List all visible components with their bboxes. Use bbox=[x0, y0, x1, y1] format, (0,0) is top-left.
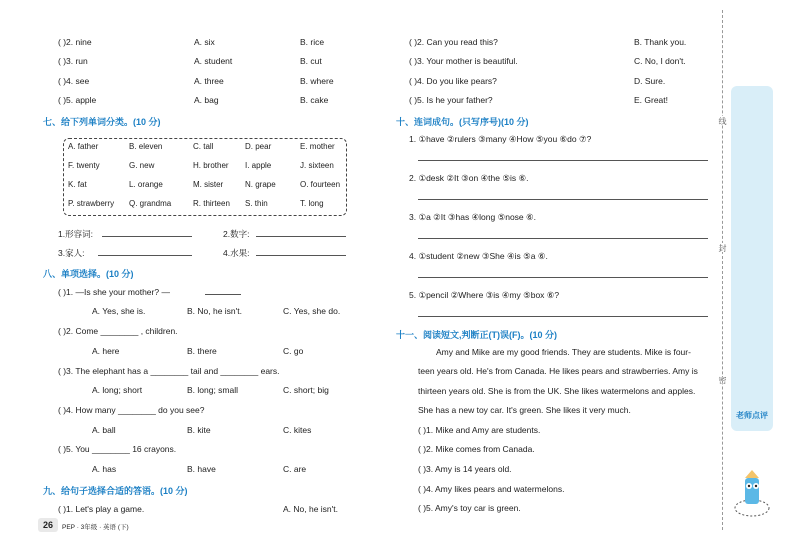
teacher-comment-panel[interactable] bbox=[731, 86, 773, 431]
answer-line[interactable] bbox=[102, 236, 192, 237]
cut-mark-secret: 密 bbox=[718, 376, 727, 385]
reply-option: A. No, he isn't. bbox=[283, 504, 339, 514]
category-number-label: 2.数字: bbox=[223, 229, 250, 239]
sentence-words: 3. ①a ②It ③has ④long ⑤nose ⑥. bbox=[409, 212, 536, 222]
answer-line[interactable] bbox=[256, 255, 346, 256]
cut-mark-seal: 封 bbox=[718, 244, 727, 253]
word-cell: L. orange bbox=[129, 180, 163, 189]
mc-option: C. go bbox=[283, 346, 304, 356]
match-option: A. six bbox=[194, 37, 215, 47]
sentence-words: 1. ①have ②rulers ③many ④How ⑤you ⑥do ⑦? bbox=[409, 134, 592, 144]
match-option: B. where bbox=[300, 76, 334, 86]
tf-question: ( )3. Amy is 14 years old. bbox=[418, 464, 512, 474]
answer-line[interactable] bbox=[418, 316, 708, 317]
reply-question: ( )2. Can you read this? bbox=[409, 37, 498, 47]
mc-option: B. there bbox=[187, 346, 217, 356]
reply-option: D. Sure. bbox=[634, 76, 666, 86]
mc-option: C. kites bbox=[283, 425, 312, 435]
tf-question: ( )5. Amy's toy car is green. bbox=[418, 503, 521, 513]
tf-question: ( )2. Mike comes from Canada. bbox=[418, 444, 535, 454]
tf-question: ( )1. Mike and Amy are students. bbox=[418, 425, 541, 435]
mc-option: B. No, he isn't. bbox=[187, 306, 243, 316]
mc-question: ( )5. You ________ 16 crayons. bbox=[58, 444, 177, 454]
word-cell: P. strawberry bbox=[68, 199, 115, 208]
category-family-label: 3.家人: bbox=[58, 248, 85, 258]
mc-option: C. short; big bbox=[283, 385, 329, 395]
cut-mark-line: 线 bbox=[718, 117, 727, 126]
answer-line[interactable] bbox=[418, 199, 708, 200]
passage-line: teen years old. He's from Canada. He likes pears and strawberries. Amy is bbox=[418, 366, 698, 376]
match-prompt: ( )2. nine bbox=[58, 37, 92, 47]
word-cell: F. twenty bbox=[68, 161, 100, 170]
reply-option: E. Great! bbox=[634, 95, 669, 105]
word-cell: M. sister bbox=[193, 180, 224, 189]
passage-line: She has a new toy car. It's green. She likes it very much. bbox=[418, 405, 631, 415]
mc-option: C. Yes, she do. bbox=[283, 306, 341, 316]
mc-option: A. long; short bbox=[92, 385, 143, 395]
reply-question: ( )4. Do you like pears? bbox=[409, 76, 497, 86]
footer-text: PEP · 3年级 · 英语 (下) bbox=[62, 524, 129, 531]
match-option: B. cake bbox=[300, 95, 329, 105]
mc-question: ( )2. Come ________ , children. bbox=[58, 326, 178, 336]
passage-line: Amy and Mike are my good friends. They are students. Mike is four- bbox=[436, 347, 691, 357]
answer-line[interactable] bbox=[256, 236, 346, 237]
mc-option: C. are bbox=[283, 464, 307, 474]
reply-question: ( )1. Let's play a game. bbox=[58, 504, 145, 514]
match-option: A. three bbox=[194, 76, 224, 86]
tf-question: ( )4. Amy likes pears and watermelons. bbox=[418, 484, 565, 494]
match-option: B. cut bbox=[300, 56, 322, 66]
word-cell: S. thin bbox=[245, 199, 268, 208]
mc-option: A. here bbox=[92, 346, 120, 356]
match-prompt: ( )5. apple bbox=[58, 95, 97, 105]
answer-line[interactable] bbox=[205, 294, 241, 295]
mc-option: B. long; small bbox=[187, 385, 239, 395]
teacher-comment-label: 老师点评 bbox=[736, 411, 768, 420]
word-cell: B. eleven bbox=[129, 142, 163, 151]
match-row-2 bbox=[58, 37, 92, 47]
match-prompt: ( )4. see bbox=[58, 76, 90, 86]
mc-option: A. ball bbox=[92, 425, 116, 435]
answer-line[interactable] bbox=[418, 277, 708, 278]
category-fruit-label: 4.水果: bbox=[223, 248, 250, 258]
reply-question: ( )5. Is he your father? bbox=[409, 95, 493, 105]
reply-option: C. No, I don't. bbox=[634, 56, 686, 66]
word-cell: O. fourteen bbox=[300, 180, 341, 189]
section-10-title: 十、连词成句。(只写序号)(10 分) bbox=[396, 117, 529, 127]
sentence-words: 4. ①student ②new ③She ④is ⑤a ⑥. bbox=[409, 251, 548, 261]
word-cell: N. grape bbox=[245, 180, 276, 189]
section-9-title: 九、给句子选择合适的答语。(10 分) bbox=[43, 486, 188, 496]
mc-option: A. has bbox=[92, 464, 117, 474]
pencil-mascot-icon bbox=[732, 470, 772, 518]
passage-line: thirteen years old. She is from the UK. She likes watermelons and apples. bbox=[418, 386, 696, 396]
match-option: A. student bbox=[194, 56, 233, 66]
match-option: A. bag bbox=[194, 95, 219, 105]
match-option: B. rice bbox=[300, 37, 325, 47]
mc-option: B. kite bbox=[187, 425, 211, 435]
word-cell: C. tall bbox=[193, 142, 214, 151]
section-11-title: 十一、阅读短文,判断正(T)误(F)。(10 分) bbox=[396, 330, 557, 340]
word-cell: A. father bbox=[68, 142, 99, 151]
mc-question: ( )1. —Is she your mother? — bbox=[58, 287, 170, 297]
word-cell: Q. grandma bbox=[129, 199, 172, 208]
answer-line[interactable] bbox=[418, 238, 708, 239]
reply-option: B. Thank you. bbox=[634, 37, 687, 47]
mc-question: ( )4. How many ________ do you see? bbox=[58, 405, 205, 415]
answer-line[interactable] bbox=[418, 160, 708, 161]
answer-line[interactable] bbox=[98, 255, 192, 256]
word-cell: T. long bbox=[300, 199, 324, 208]
page-number: 26 bbox=[38, 518, 58, 532]
sentence-words: 5. ①pencil ②Where ③is ④my ⑤box ⑥? bbox=[409, 290, 560, 300]
word-cell: G. new bbox=[129, 161, 155, 170]
section-8-title: 八、单项选择。(10 分) bbox=[43, 269, 134, 279]
mc-question: ( )3. The elephant has a ________ tail and ________ ears. bbox=[58, 366, 280, 376]
match-prompt: ( )3. run bbox=[58, 56, 88, 66]
reply-question: ( )3. Your mother is beautiful. bbox=[409, 56, 518, 66]
word-cell: J. sixteen bbox=[300, 161, 334, 170]
cut-line bbox=[722, 10, 723, 530]
mc-option: A. Yes, she is. bbox=[92, 306, 146, 316]
mc-option: B. have bbox=[187, 464, 216, 474]
word-cell: D. pear bbox=[245, 142, 272, 151]
word-cell: R. thirteen bbox=[193, 199, 230, 208]
section-7-title: 七、给下列单词分类。(10 分) bbox=[43, 117, 161, 127]
category-adjective-label: 1.形容词: bbox=[58, 229, 93, 239]
sentence-words: 2. ①desk ②It ③on ④the ⑤is ⑥. bbox=[409, 173, 529, 183]
word-cell: I. apple bbox=[245, 161, 272, 170]
word-cell: H. brother bbox=[193, 161, 229, 170]
word-cell: K. fat bbox=[68, 180, 87, 189]
word-cell: E. mother bbox=[300, 142, 335, 151]
